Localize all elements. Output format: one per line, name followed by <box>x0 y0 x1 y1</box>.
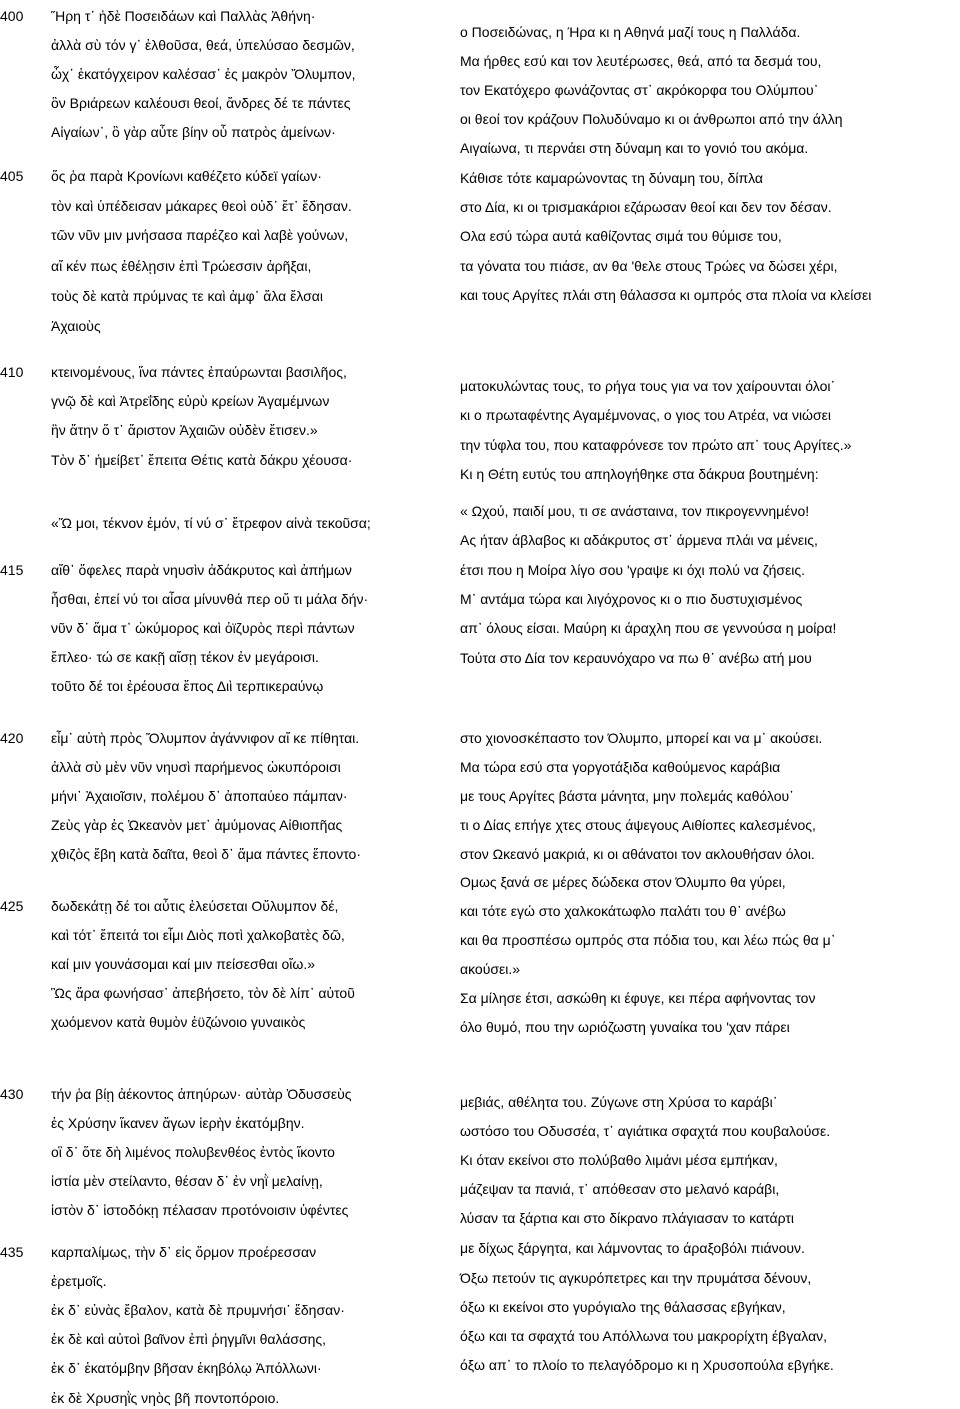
greek-verse-line: Ἀχαιοὺς <box>51 318 101 334</box>
greek-verse-line: εἶμ᾽ αὐτὴ πρὸς Ὄλυμπον ἀγάννιφον αἴ κε πίθηται. <box>51 730 360 746</box>
modern-greek-line: Κι όταν εκείνοι στο πολύβαθο λιμάνι μέσα εμπήκαν, <box>460 1152 778 1168</box>
modern-greek-line: Μ᾽ αντάμα τώρα και λιγόχρονος κι ο πιο δυστυχισμένος <box>460 591 803 607</box>
greek-verse-line: ἱστὸν δ᾽ ἱστοδόκῃ πέλασαν προτόνοισιν ὑφέντες <box>51 1202 349 1218</box>
line-number: 415 <box>0 562 24 578</box>
greek-verse-line: ὃν Βριάρεων καλέουσι θεοί, ἄνδρες δέ τε πάντες <box>51 95 351 111</box>
modern-greek-line: και τους Αργίτες πλάι στη θάλασσα κι ομπρός στα πλοία να κλείσει <box>460 287 872 303</box>
greek-verse-line: αἴθ᾽ ὄφελες παρὰ νηυσὶν ἀδάκρυτος καὶ ἀπήμων <box>51 562 352 578</box>
line-number: 425 <box>0 898 24 914</box>
modern-greek-line: τι ο Δίας επήγε χτες στους άψεγους Αιθίοπες καλεσμένος, <box>460 817 816 833</box>
modern-greek-line: Κάθισε τότε καμαρώνοντας τη δύναμη του, δίπλα <box>460 170 764 186</box>
greek-verse-line: ἐκ δ᾽ ἑκατόμβην βῆσαν ἑκηβόλῳ Ἀπόλλωνι· <box>51 1360 322 1376</box>
greek-verse-line: καί μιν γουνάσομαι καί μιν πείσεσθαι οἴω.» <box>51 956 316 972</box>
modern-greek-line: λύσαν τα ξάρτια και στο δίκρανο πλάγιασαν το κατάρτι <box>460 1210 794 1226</box>
greek-verse-line: ὅς ῥα παρὰ Κρονίωνι καθέζετο κύδεϊ γαίων· <box>51 168 322 184</box>
greek-verse-line: ἐρετμοῖς. <box>51 1273 107 1289</box>
line-number: 430 <box>0 1086 24 1102</box>
greek-verse-line: ἣν ἄτην ὅ τ᾽ ἄριστον Ἀχαιῶν οὐδὲν ἔτισεν.» <box>51 422 318 438</box>
modern-greek-line: Ομως ξανά σε μέρες δώδεκα στον Όλυμπο θα γύρει, <box>460 874 786 890</box>
modern-greek-line: όξω και τα σφαχτά του Απόλλωνα του μακρορίχτη έβγαλαν, <box>460 1328 828 1344</box>
modern-greek-line: Μα ήρθες εσύ και τον λευτέρωσες, θεά, από τα δεσμά του, <box>460 53 822 69</box>
greek-verse-line: νῦν δ᾽ ἅμα τ᾽ ὠκύμορος καὶ ὀϊζυρὸς περὶ πάντων <box>51 620 355 636</box>
modern-greek-line: τα γόνατα του πιάσε, αν θα 'θελε στους Τρώες να δώσει χέρι, <box>460 258 838 274</box>
modern-greek-line: έτσι που η Μοίρα λίγο σου 'γραψε κι όχι πολύ να ζήσεις. <box>460 562 806 578</box>
greek-verse-line: γνῷ δὲ καὶ Ἀτρεΐδης εὐρὺ κρείων Ἀγαμέμνων <box>51 393 330 409</box>
greek-verse-line: ἧσθαι, ἐπεί νύ τοι αἶσα μίνυνθά περ οὔ τι μάλα δήν· <box>51 591 369 607</box>
greek-verse-line: Τὸν δ᾽ ἠμείβετ᾽ ἔπειτα Θέτις κατὰ δάκρυ χέουσα· <box>51 452 353 468</box>
greek-verse-line: Ζεὺς γὰρ ἐς Ὠκεανὸν μετ᾽ ἀμύμονας Αἰθιοπῆας <box>51 817 343 833</box>
greek-verse-line: Ὣς ἄρα φωνήσασ᾽ ἀπεβήσετο, τὸν δὲ λίπ᾽ αὐτοῦ <box>51 985 355 1001</box>
line-number: 400 <box>0 8 24 24</box>
modern-greek-line: στον Ωκεανό μακριά, κι οι αθάνατοι τον ακλουθήσαν όλοι. <box>460 846 815 862</box>
greek-verse-line: «Ὤ μοι, τέκνον ἐμόν, τί νύ σ᾽ ἔτρεφον αἰνὰ τεκοῦσα; <box>51 515 371 531</box>
modern-greek-line: Σα μίλησε έτσι, ασκώθη κι έφυγε, κει πέρα αφήνοντας τον <box>460 990 816 1006</box>
modern-greek-line: « Ωχού, παιδί μου, τι σε ανάσταινα, τον πικρογεννημένο! <box>460 503 810 519</box>
line-number: 420 <box>0 730 24 746</box>
line-number: 405 <box>0 168 24 184</box>
greek-verse-line: τοὺς δὲ κατὰ πρύμνας τε καὶ ἀμφ᾽ ἅλα ἔλσαι <box>51 288 323 304</box>
modern-greek-line: όλο θυμό, που την ωριόζωστη γυναίκα του 'χαν πάρει <box>460 1019 790 1035</box>
modern-greek-line: οι θεοί τον κράζουν Πολυδύναμο κι οι άνθρωποι από την άλλη <box>460 111 843 127</box>
modern-greek-line: κι ο πρωταφέντης Αγαμέμνονας, ο γιος του Ατρέα, να νιώσει <box>460 407 831 423</box>
modern-greek-line: όξω κι εκείνοι στο γυρόγιαλο της θάλασσας εβγήκαν, <box>460 1299 786 1315</box>
greek-verse-line: ὦχ᾽ ἑκατόγχειρον καλέσασ᾽ ἐς μακρὸν Ὄλυμπον, <box>51 66 356 82</box>
modern-greek-line: Ολα εσύ τώρα αυτά καθίζοντας σιμά του θύμισε του, <box>460 228 782 244</box>
greek-verse-line: τοῦτο δέ τοι ἐρέουσα ἔπος Διὶ τερπικεραύνῳ <box>51 678 324 694</box>
greek-verse-line: καὶ τότ᾽ ἔπειτά τοι εἶμι Διὸς ποτὶ χαλκοβατὲς δῶ, <box>51 927 345 943</box>
greek-verse-line: ἔπλεο· τώ σε κακῇ αἴσῃ τέκον ἐν μεγάροισι. <box>51 649 319 665</box>
greek-verse-line: ἀλλὰ σὺ μὲν νῦν νηυσὶ παρήμενος ὠκυπόροισι <box>51 759 341 775</box>
modern-greek-line: Μα τώρα εσύ στα γοργοτάξιδα καθούμενος καράβια <box>460 759 781 775</box>
modern-greek-line: ακούσει.» <box>460 961 521 977</box>
greek-verse-line: καρπαλίμως, τὴν δ᾽ εἰς ὅρμον προέρεσσαν <box>51 1244 317 1260</box>
modern-greek-line: στο χιονοσκέπαστο τον Όλυμπο, μπορεί και να μ᾽ ακούσει. <box>460 730 823 746</box>
modern-greek-line: Κι η Θέτη ευτύς του απηλογήθηκε στα δάκρυα βουτημένη: <box>460 466 819 482</box>
modern-greek-line: απ᾽ όλους είσαι. Μαύρη κι άραχλη που σε γεννούσα η μοίρα! <box>460 620 837 636</box>
modern-greek-line: Όξω πετούν τις αγκυρόπετρες και την πρυμάτσα δένουν, <box>460 1270 812 1286</box>
greek-verse-line: ἱστία μὲν στείλαντο, θέσαν δ᾽ ἐν νηῒ μελαίνῃ, <box>51 1173 323 1189</box>
greek-verse-line: ἐς Χρύσην ἵκανεν ἄγων ἱερὴν ἑκατόμβην. <box>51 1115 305 1131</box>
greek-verse-line: ἐκ δὲ Χρυσηῒς νηὸς βῆ ποντοπόροιο. <box>51 1390 280 1406</box>
greek-verse-line: μήνι᾽ Ἀχαιοῖσιν, πολέμου δ᾽ ἀποπαύεο πάμπαν· <box>51 788 348 804</box>
modern-greek-line: Τούτα στο Δία τον κεραυνόχαρο να πω θ᾽ ανέβω ατή μου <box>460 650 812 666</box>
greek-verse-line: αἴ κέν πως ἐθέλῃσιν ἐπὶ Τρώεσσιν ἀρῆξαι, <box>51 258 312 274</box>
greek-verse-line: Ἥρη τ᾽ ἠδὲ Ποσειδάων καὶ Παλλὰς Ἀθήνη· <box>51 8 316 24</box>
line-number: 435 <box>0 1244 24 1260</box>
modern-greek-line: με δίχως ξάργητα, και λάμνοντας το άραξοβόλι πιάνουν. <box>460 1240 805 1256</box>
line-number: 410 <box>0 364 24 380</box>
greek-verse-line: οἳ δ᾽ ὅτε δὴ λιμένος πολυβενθέος ἐντὸς ἵκοντο <box>51 1144 335 1160</box>
greek-verse-line: ἀλλὰ σὺ τόν γ᾽ ἐλθοῦσα, θεά, ὑπελύσαο δεσμῶν, <box>51 37 355 53</box>
greek-verse-line: ἐκ δ᾽ εὐνὰς ἔβαλον, κατὰ δὲ πρυμνήσι᾽ ἔδησαν· <box>51 1302 345 1318</box>
greek-verse-line: Αἰγαίων᾽, ὃ γὰρ αὖτε βίην οὗ πατρὸς ἀμείνων· <box>51 124 336 140</box>
modern-greek-line: Αιγαίωνα, τι περνάει στη δύναμη και το γονιό του ακόμα. <box>460 140 809 156</box>
greek-verse-line: δωδεκάτῃ δέ τοι αὖτις ἐλεύσεται Οὔλυμπον δέ, <box>51 898 339 914</box>
modern-greek-line: Ας ήταν άβλαβος κι αδάκρυτος στ᾽ άρμενα πλάι να μένεις, <box>460 532 818 548</box>
modern-greek-line: και τότε εγώ στο χαλκοκάτωφλο παλάτι του θ᾽ ανέβω <box>460 903 786 919</box>
modern-greek-line: και θα προσπέσω ομπρός στα πόδια του, και λέω πώς θα μ᾽ <box>460 932 836 948</box>
greek-verse-line: τήν ῥα βίῃ ἀέκοντος ἀπηύρων· αὐτὰρ Ὀδυσσεὺς <box>51 1086 352 1102</box>
modern-greek-line: ωστόσο του Οδυσσέα, τ᾽ αγιάτικα σφαχτά που κουβαλούσε. <box>460 1123 831 1139</box>
modern-greek-line: στο Δία, κι οι τρισμακάριοι εζάρωσαν θεοί και δεν τον δέσαν. <box>460 199 832 215</box>
modern-greek-line: τον Εκατόχερο φωνάζοντας στ᾽ ακρόκορφα του Ολύμπου᾽ <box>460 82 819 98</box>
greek-verse-line: χωόμενον κατὰ θυμὸν ἐϋζώνοιο γυναικὸς <box>51 1014 306 1030</box>
greek-verse-line: κτεινομένους, ἵνα πάντες ἐπαύρωνται βασιλῆος, <box>51 364 347 380</box>
modern-greek-line: ματοκυλώντας τους, το ρήγα τους για να τον χαίρουνται όλοι᾽ <box>460 378 836 394</box>
greek-verse-line: ἐκ δὲ καὶ αὐτοὶ βαῖνον ἐπὶ ῥηγμῖνι θαλάσσης, <box>51 1331 327 1347</box>
modern-greek-line: όξω απ᾽ το πλοίο το πελαγόδρομο κι η Χρυσοπούλα εβγήκε. <box>460 1357 834 1373</box>
greek-verse-line: τὸν καὶ ὑπέδεισαν μάκαρες θεοὶ οὐδ᾽ ἔτ᾽ ἔδησαν. <box>51 198 352 214</box>
modern-greek-line: μεβιάς, αθέλητα του. Ζύγωνε στη Χρύσα το καράβι᾽ <box>460 1094 778 1110</box>
modern-greek-line: ο Ποσειδώνας, η Ήρα κι η Αθηνά μαζί τους η Παλλάδα. <box>460 24 801 40</box>
modern-greek-line: μάζεψαν τα πανιά, τ᾽ απόθεσαν στο μελανό καράβι, <box>460 1181 780 1197</box>
greek-verse-line: χθιζὸς ἔβη κατὰ δαῖτα, θεοὶ δ᾽ ἅμα πάντες ἕποντο· <box>51 846 361 862</box>
modern-greek-line: την τύφλα του, που καταφρόνεσε τον πρώτο απ᾽ τους Αργίτες.» <box>460 437 852 453</box>
modern-greek-line: με τους Αργίτες βάστα μάνητα, μην πολεμάς καθόλου᾽ <box>460 788 794 804</box>
greek-verse-line: τῶν νῦν μιν μνήσασα παρέζεο καὶ λαβὲ γούνων, <box>51 227 349 243</box>
